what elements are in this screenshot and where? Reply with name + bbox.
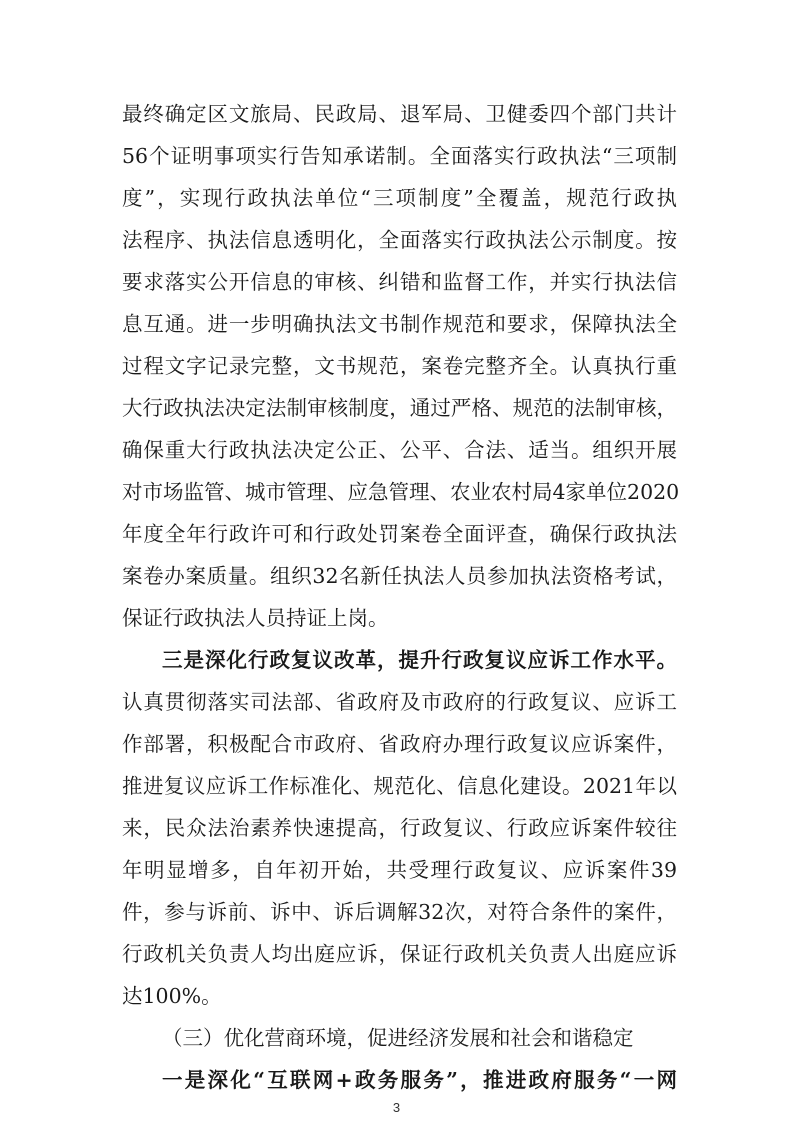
text-line: 最终确定区文旅局、民政局、退军局、卫健委四个部门共计 [122, 102, 677, 126]
text-line: 确保重大行政执法决定公正、公平、合法、适当。组织开展 [122, 438, 677, 462]
text-line: 大行政执法决定法制审核制度，通过严格、规范的法制审核， [122, 396, 677, 420]
text-line: 年明显增多，自年初开始，共受理行政复议、应诉案件39 [122, 858, 677, 882]
text-line: 对市场监管、城市管理、应急管理、农业农村局4家单位2020 [122, 480, 680, 504]
text-line: 要求落实公开信息的审核、纠错和监督工作，并实行执法信 [122, 270, 677, 294]
text-line: 达100%。 [122, 984, 222, 1008]
section-heading: 三是深化行政复议改革，提升行政复议应诉工作水平。 [162, 648, 677, 672]
text-line: 件，参与诉前、诉中、诉后调解32次，对符合条件的案件， [122, 900, 677, 924]
page-number: 3 [392, 1100, 401, 1115]
text-line: 法程序、执法信息透明化，全面落实行政执法公示制度。按 [122, 228, 677, 252]
text-line: 56个证明事项实行告知承诺制。全面落实行政执法“三项制 [122, 144, 677, 168]
text-line: 年度全年行政许可和行政处罚案卷全面评查，确保行政执法 [122, 522, 677, 546]
text-line: 案卷办案质量。组织32名新任执法人员参加执法资格考试， [122, 564, 677, 588]
text-line: 息互通。进一步明确执法文书制作规范和要求，保障执法全 [122, 312, 677, 336]
text-line: 作部署，积极配合市政府、省政府办理行政复议应诉案件， [122, 732, 677, 756]
text-line: 度”，实现行政执法单位“三项制度”全覆盖，规范行政执 [122, 186, 677, 210]
text-line: 行政机关负责人均出庭应诉，保证行政机关负责人出庭应诉 [122, 942, 677, 966]
text-line: 过程文字记录完整，文书规范，案卷完整齐全。认真执行重 [122, 354, 677, 378]
text-line: 认真贯彻落实司法部、省政府及市政府的行政复议、应诉工 [122, 690, 677, 714]
text-line: 保证行政执法人员持证上岗。 [122, 606, 389, 630]
section-heading: 一是深化“互联网+政务服务”，推进政府服务“一网 [162, 1068, 677, 1092]
text-line: 来，民众法治素养快速提高，行政复议、行政应诉案件较往 [122, 816, 677, 840]
subsection-heading: （三）优化营商环境，促进经济发展和社会和谐稳定 [162, 1026, 634, 1050]
text-line: 推进复议应诉工作标准化、规范化、信息化建设。2021年以 [122, 774, 677, 798]
